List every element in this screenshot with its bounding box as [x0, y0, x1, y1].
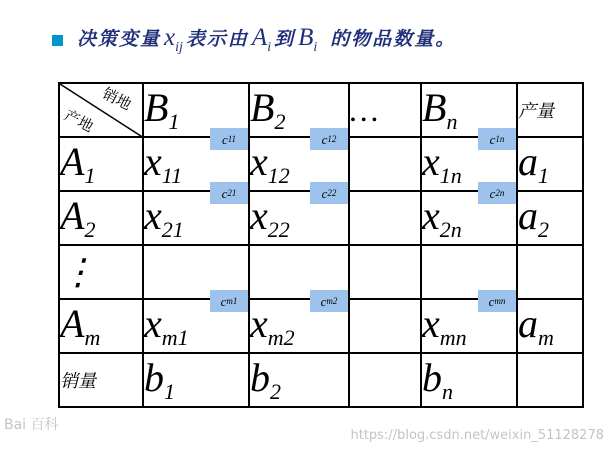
dest-header-ellipsis: …: [349, 83, 421, 137]
cost-cm1: c m1: [210, 290, 248, 312]
cost-c22: c 22: [310, 182, 348, 204]
heading-to: 到: [274, 28, 296, 50]
cell-x11: c 11 $x_{11}$: [143, 137, 249, 191]
heading-b-var: $B_i$: [298, 24, 318, 55]
cell-empty: [349, 191, 421, 245]
corner-label-origin: 产地: [61, 106, 97, 136]
bullet-square-icon: [52, 35, 63, 46]
sales-header: 销量: [59, 353, 143, 407]
source-Am: $A_m$: [59, 299, 143, 353]
heading-lead: 决策变量: [77, 28, 162, 50]
heading-text: [77, 24, 456, 56]
heading-a-var: $A_i$: [251, 24, 272, 55]
baidu-watermark: Bai 百科: [4, 417, 59, 433]
output-a1: $a_1$: [517, 137, 583, 191]
source-A2: $A_2$: [59, 191, 143, 245]
heading: [52, 22, 456, 58]
sales-b1: $b_1$: [143, 353, 249, 407]
transport-table: [58, 82, 584, 408]
cell-empty: [349, 299, 421, 353]
cell-xmn: c mn $x_{mn}$: [421, 299, 517, 353]
cost-c1n: c 1n: [478, 128, 516, 150]
source-A1: $A_1$: [59, 137, 143, 191]
cell-empty: [349, 137, 421, 191]
table-row: [59, 191, 583, 245]
cell-xm1: c m1 $x_{m1}$: [143, 299, 249, 353]
cost-c2n: c 2n: [478, 182, 516, 204]
cost-c21: c 21: [210, 182, 248, 204]
cell-empty: [517, 353, 583, 407]
sales-row: [59, 353, 583, 407]
output-am: $a_m$: [517, 299, 583, 353]
cell-x1n: c 1n $x_{1n}$: [421, 137, 517, 191]
source-vertical-ellipsis: ⋮: [59, 245, 143, 299]
cell-xm2: c m2 $x_{m2}$: [249, 299, 349, 353]
dest-header-n: $B_n$: [421, 83, 517, 137]
heading-tail: 的物品数量。: [330, 28, 457, 50]
cell-x2n: c 2n $x_{2n}$: [421, 191, 517, 245]
cost-cmn: c mn: [478, 290, 516, 312]
heading-x-var: $x_{ij}$: [164, 24, 183, 55]
corner-label-destination: 销地: [99, 84, 135, 114]
csdn-watermark: https://blog.csdn.net/weixin_51128278: [350, 428, 604, 443]
output-a2: $a_2$: [517, 191, 583, 245]
cell-empty: [349, 353, 421, 407]
cell-empty: [517, 245, 583, 299]
output-header: 产量: [517, 83, 583, 137]
corner-cell: [59, 83, 143, 137]
cost-c11: c 11: [210, 128, 248, 150]
table-row: [59, 299, 583, 353]
sales-b2: $b_2$: [249, 353, 349, 407]
cell-empty: [349, 245, 421, 299]
cell-x12: c 12 $x_{12}$: [249, 137, 349, 191]
cell-x21: c 21 $x_{21}$: [143, 191, 249, 245]
dest-header-2: $B_2$: [249, 83, 349, 137]
heading-mid: 表示由: [185, 28, 249, 50]
cell-x22: c 22 $x_{22}$: [249, 191, 349, 245]
cost-c12: c 12: [310, 128, 348, 150]
dest-header-1: $B_1$: [143, 83, 249, 137]
cost-cm2: c m2: [310, 290, 348, 312]
sales-bn: $b_n$: [421, 353, 517, 407]
